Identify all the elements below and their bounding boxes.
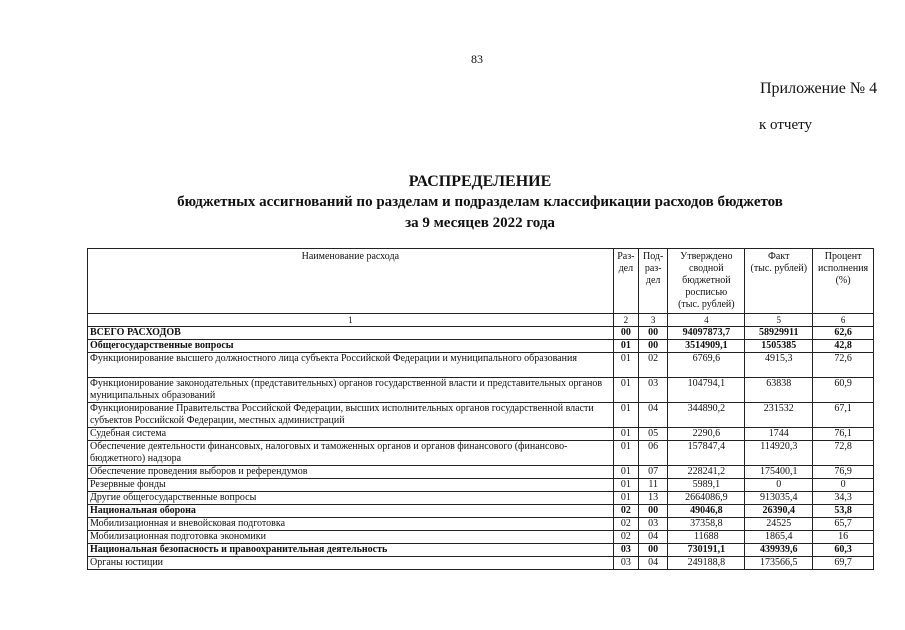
row-subsection: 02: [639, 353, 668, 378]
row-subsection: 00: [639, 544, 668, 557]
column-number: 6: [813, 314, 874, 327]
table-row: [88, 353, 874, 378]
column-number: 4: [668, 314, 745, 327]
row-section: 01: [613, 403, 638, 428]
table-row: [88, 544, 874, 557]
row-actual: 1865,4: [745, 531, 813, 544]
row-percent: 53,8: [813, 505, 874, 518]
header-actual: Факт (тыс. рублей): [745, 249, 813, 314]
row-actual: 63838: [745, 378, 813, 403]
row-section: 03: [613, 544, 638, 557]
row-actual: 1505385: [745, 340, 813, 353]
row-approved: 228241,2: [668, 466, 745, 479]
column-number: 3: [639, 314, 668, 327]
row-name: ВСЕГО РАСХОДОВ: [88, 327, 614, 340]
row-actual: 231532: [745, 403, 813, 428]
row-subsection: 06: [639, 441, 668, 466]
row-actual: 173566,5: [745, 557, 813, 570]
row-name: Резервные фонды: [88, 479, 614, 492]
row-approved: 104794,1: [668, 378, 745, 403]
title-line-3: за 9 месяцев 2022 года: [405, 215, 555, 231]
row-percent: 67,1: [813, 403, 874, 428]
row-actual: 439939,6: [745, 544, 813, 557]
row-name: Другие общегосударственные вопросы: [88, 492, 614, 505]
row-name: Обеспечение деятельности финансовых, налоговых и таможенных органов и органов финансового (финансово-бюджетного) надзора: [88, 441, 614, 466]
row-section: 00: [613, 327, 638, 340]
row-approved: 2290,6: [668, 428, 745, 441]
row-actual: 4915,3: [745, 353, 813, 378]
row-subsection: 11: [639, 479, 668, 492]
table-row: [88, 428, 874, 441]
row-actual: 913035,4: [745, 492, 813, 505]
header-section: Раз- дел: [613, 249, 638, 314]
row-name: Органы юстиции: [88, 557, 614, 570]
table-row: [88, 492, 874, 505]
row-subsection: 07: [639, 466, 668, 479]
header-approved: Утверждено сводной бюджетной росписью (тыс. рублей): [668, 249, 745, 314]
header-percent: Процент исполнения (%): [813, 249, 874, 314]
row-approved: 6769,6: [668, 353, 745, 378]
row-name: Судебная система: [88, 428, 614, 441]
row-actual: 24525: [745, 518, 813, 531]
row-section: 01: [613, 466, 638, 479]
column-number: 5: [745, 314, 813, 327]
table-row: [88, 479, 874, 492]
row-approved: 3514909,1: [668, 340, 745, 353]
row-actual: 1744: [745, 428, 813, 441]
row-subsection: 04: [639, 531, 668, 544]
table-row: [88, 403, 874, 428]
row-percent: 60,9: [813, 378, 874, 403]
document-title: [100, 171, 860, 234]
row-actual: 114920,3: [745, 441, 813, 466]
page-number: 83: [471, 52, 483, 66]
table-row: [88, 466, 874, 479]
title-line-2: бюджетных ассигнований по разделам и подразделам классификации расходов бюджетов: [177, 194, 783, 210]
row-approved: 2664086,9: [668, 492, 745, 505]
column-number: 2: [613, 314, 638, 327]
row-section: 01: [613, 353, 638, 378]
row-subsection: 00: [639, 327, 668, 340]
appendix-label: Приложение № 4: [760, 80, 878, 97]
row-approved: 11688: [668, 531, 745, 544]
row-subsection: 00: [639, 340, 668, 353]
table-row: [88, 378, 874, 403]
table-row: [88, 441, 874, 466]
row-approved: 37358,8: [668, 518, 745, 531]
row-subsection: 04: [639, 403, 668, 428]
row-name: Функционирование законодательных (представительных) органов государственной власти и представительных органов муниципальных образований: [88, 378, 614, 403]
row-section: 02: [613, 505, 638, 518]
budget-table: [87, 248, 874, 570]
title-line-1: РАСПРЕДЕЛЕНИЕ: [408, 173, 552, 190]
row-approved: 249188,8: [668, 557, 745, 570]
row-subsection: 05: [639, 428, 668, 441]
row-percent: 60,3: [813, 544, 874, 557]
header-subsection: Под- раз- дел: [639, 249, 668, 314]
row-percent: 42,8: [813, 340, 874, 353]
row-section: 01: [613, 428, 638, 441]
row-actual: 58929911: [745, 327, 813, 340]
row-approved: 94097873,7: [668, 327, 745, 340]
row-percent: 69,7: [813, 557, 874, 570]
row-section: 01: [613, 441, 638, 466]
row-actual: 26390,4: [745, 505, 813, 518]
row-section: 02: [613, 531, 638, 544]
row-section: 01: [613, 340, 638, 353]
row-subsection: 04: [639, 557, 668, 570]
row-section: 03: [613, 557, 638, 570]
row-section: 01: [613, 492, 638, 505]
row-approved: 730191,1: [668, 544, 745, 557]
report-reference: к отчету: [759, 117, 812, 133]
row-approved: 157847,4: [668, 441, 745, 466]
row-name: Общегосударственные вопросы: [88, 340, 614, 353]
row-name: Национальная безопасность и правоохранительная деятельность: [88, 544, 614, 557]
table-row: [88, 340, 874, 353]
row-percent: 72,6: [813, 353, 874, 378]
row-percent: 65,7: [813, 518, 874, 531]
row-approved: 5989,1: [668, 479, 745, 492]
row-approved: 49046,8: [668, 505, 745, 518]
row-name: Мобилизационная подготовка экономики: [88, 531, 614, 544]
row-percent: 16: [813, 531, 874, 544]
table-row: [88, 531, 874, 544]
row-section: 01: [613, 378, 638, 403]
table-row: [88, 327, 874, 340]
row-name: Мобилизационная и вневойсковая подготовка: [88, 518, 614, 531]
row-actual: 175400,1: [745, 466, 813, 479]
row-actual: 0: [745, 479, 813, 492]
row-percent: 76,1: [813, 428, 874, 441]
header-name: Наименование расхода: [88, 249, 614, 314]
row-percent: 0: [813, 479, 874, 492]
row-subsection: 03: [639, 518, 668, 531]
row-subsection: 13: [639, 492, 668, 505]
row-name: Национальная оборона: [88, 505, 614, 518]
row-approved: 344890,2: [668, 403, 745, 428]
column-number: 1: [88, 314, 614, 327]
row-section: 02: [613, 518, 638, 531]
row-percent: 72,8: [813, 441, 874, 466]
row-name: Функционирование Правительства Российской Федерации, высших исполнительных органов государственной власти субъектов Российской Федерации, местных администраций: [88, 403, 614, 428]
table-row: [88, 505, 874, 518]
row-percent: 34,3: [813, 492, 874, 505]
table-row: [88, 518, 874, 531]
row-percent: 76,9: [813, 466, 874, 479]
row-name: Обеспечение проведения выборов и референдумов: [88, 466, 614, 479]
row-subsection: 00: [639, 505, 668, 518]
row-section: 01: [613, 479, 638, 492]
row-name: Функционирование высшего должностного лица субъекта Российской Федерации и муниципального образования: [88, 353, 614, 378]
row-percent: 62,6: [813, 327, 874, 340]
table-row: [88, 557, 874, 570]
row-subsection: 03: [639, 378, 668, 403]
